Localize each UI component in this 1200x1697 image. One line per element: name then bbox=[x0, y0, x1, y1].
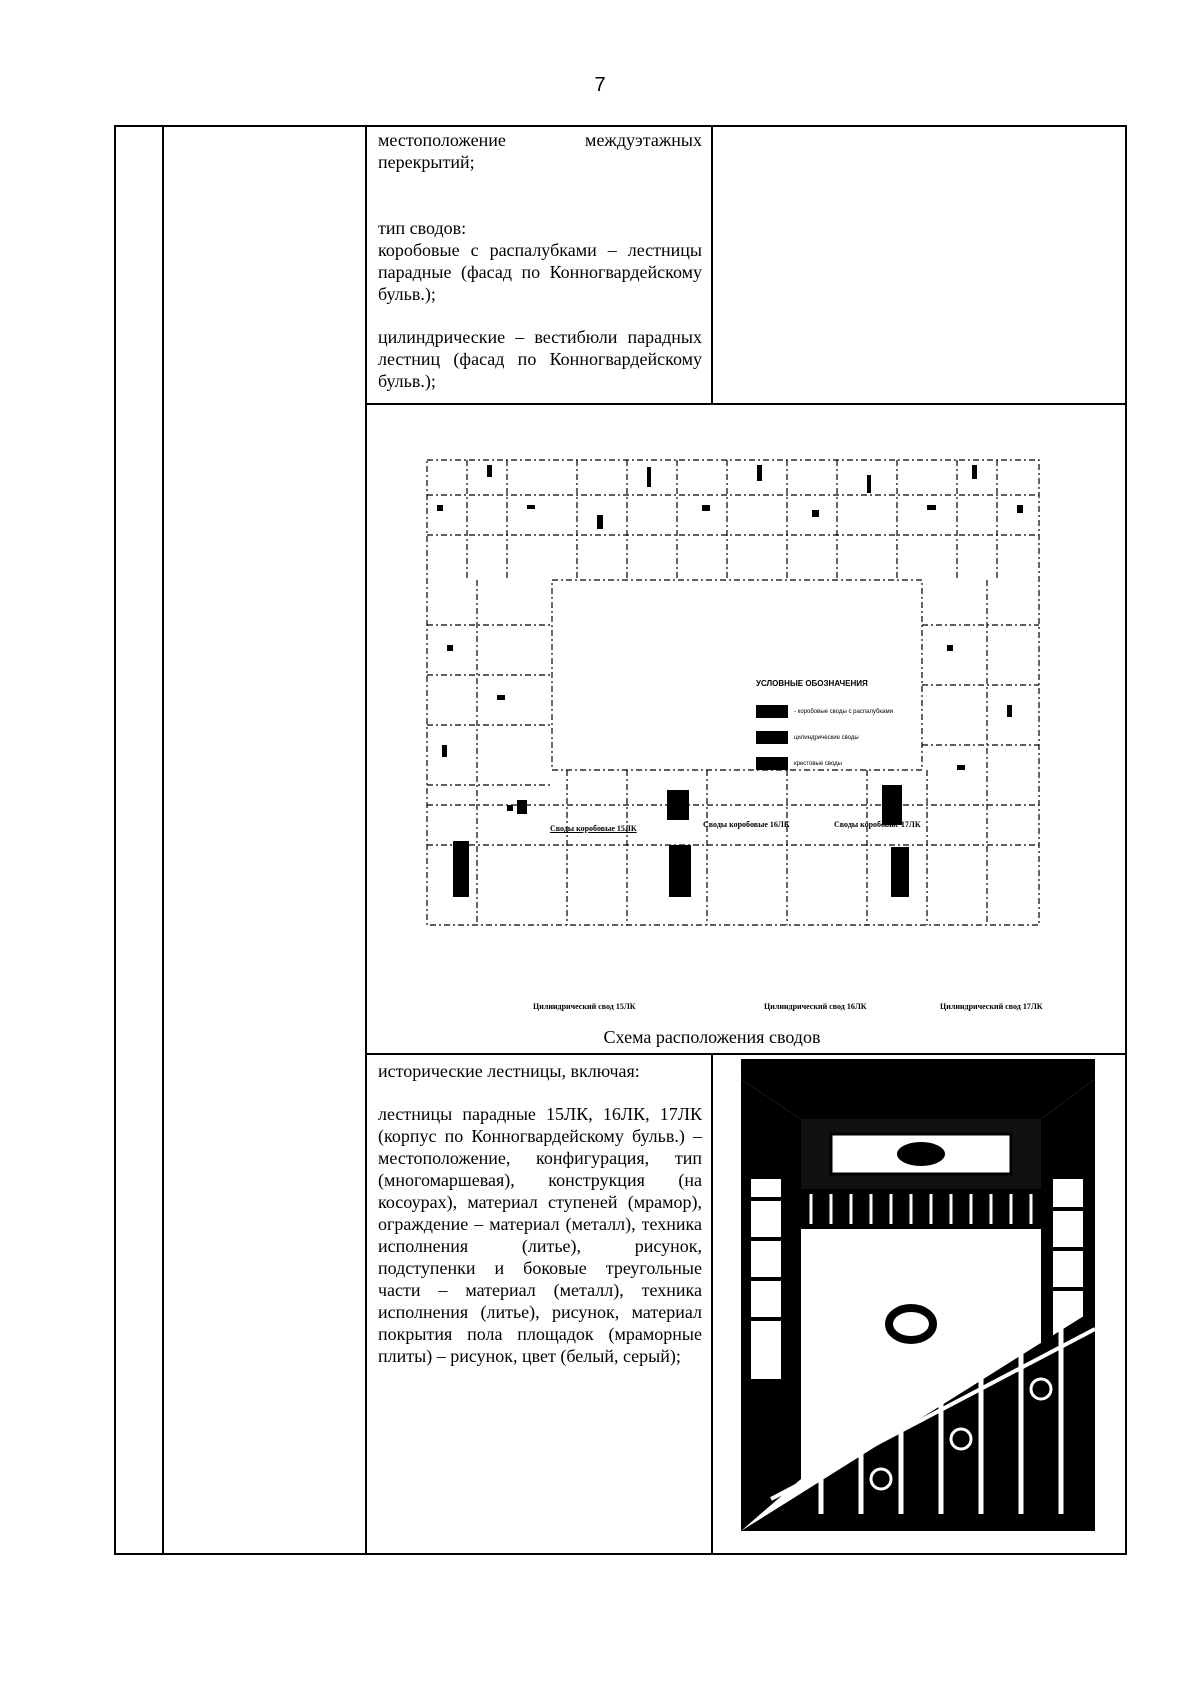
staircase-photo bbox=[741, 1059, 1095, 1531]
paragraph: цилиндрические – вестибюли парадных лестниц (фасад по Конногвардейскому бульв.); bbox=[378, 327, 702, 391]
plan-label: Цилиндрический свод 17ЛК bbox=[940, 1002, 1043, 1011]
legend-item: цилиндрические своды bbox=[756, 731, 859, 744]
legend-swatch bbox=[756, 731, 788, 744]
paragraph: коробовые с распалубками – лестницы парадные (фасад по Конногвардейскому бульв.); bbox=[378, 240, 702, 304]
plan-caption: Схема расположения сводов bbox=[603, 1027, 821, 1047]
legend-title: УСЛОВНЫЕ ОБОЗНАЧЕНИЯ bbox=[756, 679, 868, 688]
floor-plan-diagram bbox=[367, 405, 1125, 1025]
legend-item: крестовые своды bbox=[756, 757, 842, 770]
paragraph: лестницы парадные 15ЛК, 16ЛК, 17ЛК (корпус по Конногвардейскому бульв.) – местоположение, конфигурация, тип (многомаршевая), конструкция (на косоурах), материал ступеней (мрамор), ограждение – материал (металл), техника исполнения (литье), рисунок, подступенки и боковые треугольные части – материал (металл), техника исполнения (литье), рисунок, материал покрытия пола площадок (мраморные плиты) – рисунок, цвет (белый, серый); bbox=[378, 1104, 702, 1366]
staircase-description-text bbox=[378, 1060, 702, 1367]
page-number: 7 bbox=[594, 74, 606, 96]
vault-description-text bbox=[378, 129, 702, 392]
paragraph: местоположение междуэтажных перекрытий; bbox=[378, 130, 702, 172]
paragraph: тип сводов: bbox=[378, 218, 467, 238]
legend-item: - коробовые своды с распалубками bbox=[756, 705, 893, 718]
plan-label: Своды коробовые 17ЛК bbox=[834, 820, 921, 829]
plan-label: Своды коробовые 15ЛК bbox=[550, 824, 637, 833]
legend-swatch bbox=[756, 757, 788, 770]
plan-label: Цилиндрический свод 15ЛК bbox=[533, 1002, 636, 1011]
legend-swatch bbox=[756, 705, 788, 718]
plan-label: Своды коробовые 16ЛК bbox=[703, 820, 790, 829]
paragraph: исторические лестницы, включая: bbox=[378, 1061, 640, 1081]
plan-label: Цилиндрический свод 16ЛК bbox=[764, 1002, 867, 1011]
